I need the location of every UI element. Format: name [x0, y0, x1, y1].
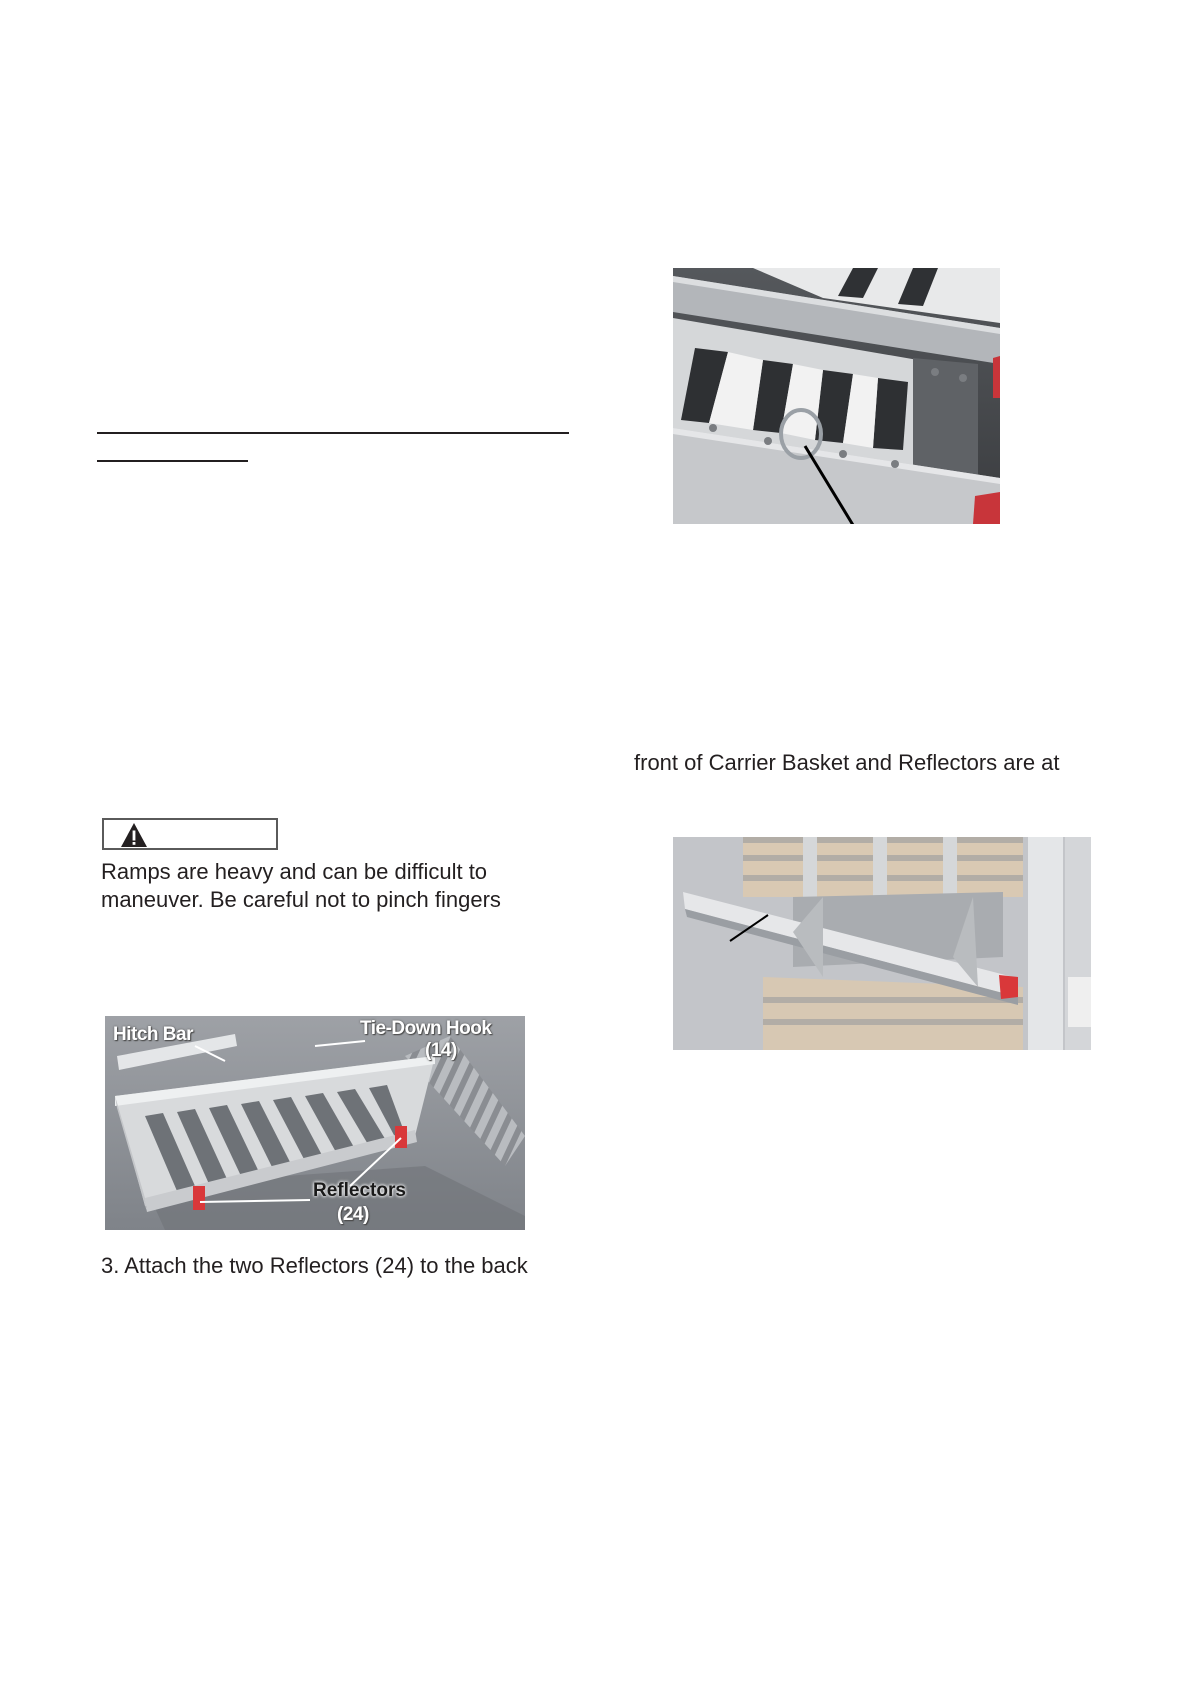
ramp-tie-down-illustration: [673, 268, 1000, 524]
label-tie-down-hook: Tie-Down Hook: [360, 1018, 492, 1039]
reflectors-placement-text: front of Carrier Basket and Reflectors are at: [634, 750, 1060, 775]
label-reflectors: Reflectors: [313, 1180, 406, 1201]
underline-rule-long: [97, 432, 569, 434]
hitch-bar-illustration: [673, 837, 1091, 1050]
carrier-basket-photo: [105, 1016, 525, 1230]
step-3-text: 3. Attach the two Reflectors (24) to the back: [101, 1253, 528, 1278]
underline-rule-short: [97, 460, 248, 462]
caution-box: [102, 818, 278, 850]
caution-text-line-2: maneuver. Be careful not to pinch fingers: [101, 887, 501, 912]
ramp-tie-down-photo: [673, 268, 1000, 524]
label-tie-down-hook-number: (14): [425, 1040, 457, 1061]
caution-text-line-1: Ramps are heavy and can be difficult to: [101, 859, 488, 884]
warning-triangle-icon: [120, 822, 148, 848]
label-reflectors-number: (24): [337, 1204, 369, 1225]
label-hitch-bar: Hitch Bar: [113, 1024, 193, 1045]
hitch-bar-photo: [673, 837, 1091, 1050]
